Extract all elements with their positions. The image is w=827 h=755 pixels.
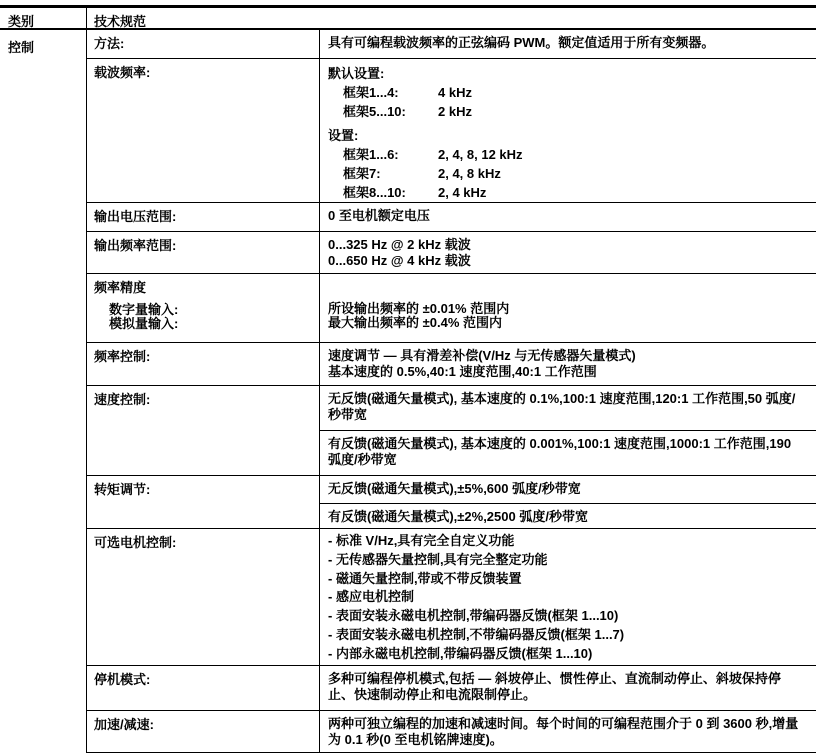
freq-accuracy-values [328, 302, 806, 330]
freq-range-line2: 0...650 Hz @ 4 kHz 载波 [328, 253, 471, 268]
row-output-voltage [87, 203, 816, 232]
motor-control-item: - 表面安装永磁电机控制,带编码器反馈(框架 1...10) [328, 608, 619, 624]
row-frequency-accuracy [87, 274, 816, 343]
row-frequency-accuracy-value [320, 274, 816, 342]
freq-accuracy-sublabels [94, 303, 313, 331]
row-method [87, 30, 816, 59]
freq-range-line1: 0...325 Hz @ 2 kHz 载波 [328, 237, 471, 252]
row-carrier-frequency-label: 载波频率: [87, 59, 320, 202]
row-speed-control-label: 速度控制: [87, 386, 320, 475]
category-cell: 控制 [0, 30, 87, 753]
motor-control-item: - 内部永磁电机控制,带编码器反馈(框架 1...10) [328, 645, 593, 661]
table-header-row [0, 8, 816, 30]
torque-closed-loop: 有反馈(磁通矢量模式),±2%,2500 弧度/秒带宽 [328, 509, 588, 524]
header-spec: 技术规范 [94, 14, 147, 29]
carrier-default-group [328, 64, 806, 121]
row-output-frequency-label: 输出频率范围: [87, 232, 320, 273]
motor-control-item: - 表面安装永磁电机控制,不带编码器反馈(框架 1...7) [328, 626, 625, 642]
frame-value: 2 kHz [438, 104, 472, 119]
carrier-setting-item [328, 145, 806, 164]
row-carrier-frequency [87, 59, 816, 203]
row-method-label: 方法: [87, 30, 320, 58]
spec-table [0, 5, 816, 753]
carrier-settings-heading: 设置: [328, 128, 359, 143]
digital-input-label: 数字量输入: [109, 302, 179, 317]
freq-control-line1: 速度调节 — 具有滑差补偿(V/Hz 与无传感器矢量模式) [328, 348, 636, 363]
frame-range: 框架1...4: [343, 85, 399, 100]
row-torque-regulation-value [320, 476, 816, 528]
freq-accuracy-title: 频率精度 [94, 280, 147, 295]
carrier-default-item [328, 83, 806, 102]
motor-control-item: - 感应电机控制 [328, 589, 414, 605]
frame-range: 框架7: [343, 166, 381, 181]
frame-value: 2, 4, 8, 12 kHz [438, 147, 523, 162]
freq-control-line2: 基本速度的 0.5%,40:1 速度范围,40:1 工作范围 [328, 364, 597, 379]
digital-input-value: 所设输出频率的 ±0.01% 范围内 [328, 301, 510, 316]
row-motor-control-options-value [320, 529, 816, 665]
row-carrier-frequency-value [320, 59, 816, 202]
table-body [0, 30, 816, 753]
frame-value: 4 kHz [438, 85, 472, 100]
torque-open-loop: 无反馈(磁通矢量模式),±5%,600 弧度/秒带宽 [320, 476, 816, 504]
row-accel-decel-value: 两种可独立编程的加速和减速时间。每个时间的可编程范围介于 0 到 3600 秒,增量为 0.1 秒(0 至电机铭牌速度)。 [328, 716, 799, 747]
row-frequency-control [87, 343, 816, 386]
motor-control-item: - 无传感器矢量控制,具有完全整定功能 [328, 551, 548, 567]
spacer [328, 279, 806, 302]
row-accel-decel [87, 711, 816, 753]
row-output-frequency [87, 232, 816, 274]
frame-value: 2, 4 kHz [438, 185, 487, 200]
row-torque-regulation [87, 476, 816, 529]
carrier-default-heading: 默认设置: [328, 66, 385, 81]
header-category: 类别 [0, 8, 87, 28]
analog-input-label: 模拟量输入: [109, 316, 179, 331]
frame-value: 2, 4, 8 kHz [438, 166, 501, 181]
row-speed-control-value [320, 386, 816, 475]
frame-range: 框架5...10: [343, 104, 406, 119]
row-speed-control [87, 386, 816, 476]
carrier-default-item [328, 102, 806, 121]
row-stop-modes [87, 666, 816, 711]
row-torque-regulation-label: 转矩调节: [87, 476, 320, 528]
row-output-voltage-value: 0 至电机额定电压 [328, 208, 430, 223]
frame-range: 框架1...6: [343, 147, 399, 162]
row-output-frequency-value [320, 232, 816, 273]
frame-range: 框架8...10: [343, 185, 406, 200]
analog-input-value: 最大输出频率的 ±0.4% 范围内 [328, 315, 502, 330]
row-accel-decel-label: 加速/减速: [87, 711, 320, 752]
motor-control-item: - 标准 V/Hz,具有完全自定义功能 [328, 533, 515, 548]
carrier-settings-group [328, 126, 806, 202]
speed-control-closed-loop: 有反馈(磁通矢量模式), 基本速度的 0.001%,100:1 速度范围,1000:1 工作范围,190 弧度/秒带宽 [328, 436, 792, 467]
spec-rows [87, 30, 816, 753]
row-method-value: 具有可编程载波频率的正弦编码 PWM。额定值适用于所有变频器。 [328, 35, 715, 50]
carrier-setting-item [328, 164, 806, 183]
row-frequency-control-value [320, 343, 816, 385]
row-stop-modes-value: 多种可编程停机模式,包括 — 斜坡停止、惯性停止、直流制动停止、斜坡保持停止、快速制动停止和电流限制停止。 [328, 671, 781, 702]
motor-control-item: - 磁通矢量控制,带或不带反馈装置 [328, 570, 522, 586]
row-output-voltage-label: 输出电压范围: [87, 203, 320, 231]
row-motor-control-options-label: 可选电机控制: [87, 529, 320, 665]
row-frequency-accuracy-label [87, 274, 320, 342]
speed-control-open-loop: 无反馈(磁通矢量模式), 基本速度的 0.1%,100:1 速度范围,120:1 工作范围,50 弧度/秒带宽 [320, 386, 816, 431]
row-frequency-control-label: 频率控制: [87, 343, 320, 385]
carrier-setting-item [328, 183, 806, 202]
row-motor-control-options [87, 529, 816, 666]
row-stop-modes-label: 停机模式: [87, 666, 320, 710]
